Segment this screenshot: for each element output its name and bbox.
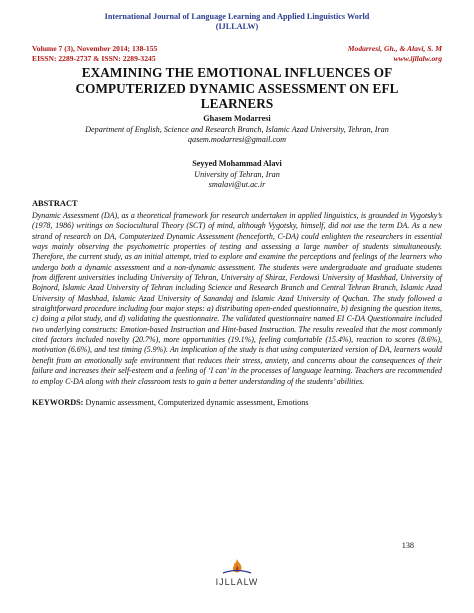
volume-line: Volume 7 (3), November 2014; 138-155 <box>32 44 158 53</box>
author-affiliation: University of Tehran, Iran <box>194 169 280 179</box>
authors-short: Modarresi, Gh., & Alavi, S. M <box>347 44 442 53</box>
page-number: 138 <box>401 541 414 550</box>
journal-name: International Journal of Language Learning and Applied Linguistics World <box>104 12 370 21</box>
journal-abbrev: (IJLLALW) <box>215 22 259 31</box>
author-name: Ghasem Modarresi <box>203 114 271 123</box>
issn-line: EISSN: 2289-2737 & ISSN: 2289-3245 <box>32 53 156 63</box>
author-name: Seyyed Mohammad Alavi <box>192 159 282 168</box>
logo-text: IJLLALW <box>215 577 259 587</box>
author-email[interactable]: qasem.modarresi@gmail.com <box>187 135 287 144</box>
paper-title: EXAMINING THE EMOTIONAL INFLUENCES OF COMPUTERIZED DYNAMIC ASSESSMENT ON EFL LEARNERS <box>75 65 399 111</box>
keywords <box>32 398 442 407</box>
author-affiliation: Department of English, Science and Research Branch, Islamic Azad University, Tehran, Iran <box>85 124 389 134</box>
journal-website: www.ijllalw.org <box>393 53 442 63</box>
author-block <box>0 159 474 191</box>
abstract-heading: ABSTRACT <box>32 199 78 208</box>
abstract-text: Dynamic Assessment (DA), as a theoretical framework for research undertaken in applied linguistics, is grounded in Vygotsky’s (1978, 1986) writings on Sociocultural Theory (SCT) of mind, although Vygotsky, himself, did not use the term DA. As a new strand of research on DA, Computerized Dynamic Assessment (henceforth, C-DA) could enlighten the researchers in essential ways mainly observing the psychometric properties of testing and assessing a large number of students simultaneously. Therefore, the current study, as an initial attempt, tried to explore and examine the perceptions and feelings of the learners who undergo both a dynamic assessment and a non-dynamic assessment. The students were undergraduate and graduate students from different universities including University of Tehran, University of Shiraz, Ferdowsi University of Mashhad, University of Bojnord, Islamic Azad University of Tehran including Science and Research Branch and Central Tehran Branch, Islamic Azad University of Mashhad, Islamic Azad University of Sanandaj and Islamic Azad University of Quchan. The study followed a straightforward procedure including four major steps: a) distributing open-ended questionnaire, b) designing the question items, c) doing a pilot study, and d) validating the questionnaire. The validated questionnaire named EI C-DA Questionnaire included two underlying constructs: Emotion-based Instruction and Hint-based Instruction. The results revealed that the most commonly cited factors included novelty (20.7%), more opportunities (19.1%), feeling comfortable (15.4%), reaction to scores (8.6%), motivation (6.6%), and test timing (5.9%). An implication of the study is that using computerized version of DA, learners would benefit from an emotionally safe environment that reduces their stress, anxiety, and concerns about the consequences of their failure and increases their self-esteem and a feeling of ‘I can’ in the processes of language learning. Teachers are recommended to employ C-DA along with their classroom tests to gain a better understanding of the students’ abilities. <box>32 211 442 386</box>
flame-icon <box>219 558 255 576</box>
running-head <box>348 44 442 63</box>
keywords-label: KEYWORDS: <box>32 398 84 407</box>
author-block <box>0 114 474 146</box>
journal-header <box>0 12 474 32</box>
journal-logo <box>207 558 267 587</box>
author-email[interactable]: smalavi@ut.ac.ir <box>208 180 266 189</box>
issue-info <box>32 44 157 63</box>
keywords-text: Dynamic assessment, Computerized dynamic assessment, Emotions <box>83 398 309 407</box>
